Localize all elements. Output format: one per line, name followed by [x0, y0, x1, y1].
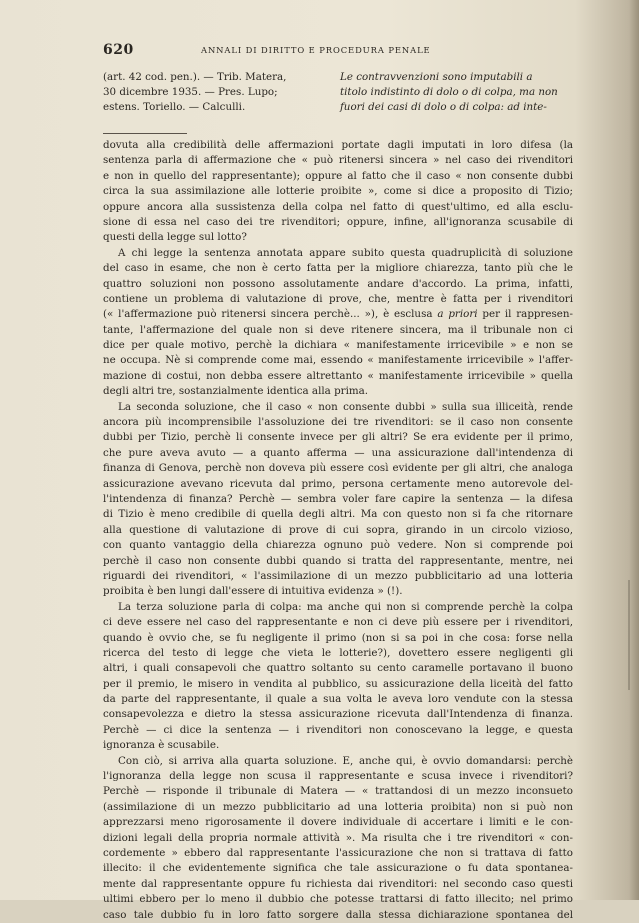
body-line: ignoranza è scusabile.	[103, 739, 220, 752]
body-text	[103, 138, 573, 923]
body-line: finanza di Genova, perchè non doveva più essere così evidente per gli altri, che analoga	[103, 462, 573, 475]
running-title: ANNALI DI DIRITTO E PROCEDURA PENALE	[201, 45, 431, 55]
maxim-line: fuori dei casi di dolo o di colpa: ad inte-	[340, 101, 547, 114]
body-line: dubbi per Tizio, perchè li consente invece per gli altri? Se era evidente per il primo,	[103, 431, 573, 444]
case-citation	[103, 70, 329, 116]
body-line: Con ciò, si arriva alla quarta soluzione. E, anche qui, è ovvio domandarsi: perchè	[118, 754, 573, 767]
body-line: apprezzarsi meno rigorosamente il dovere individuale di accertare i limiti e le con-	[103, 816, 573, 829]
body-line: che pure aveva avuto — a quanto afferma — una assicurazione dall'intendenza di	[103, 446, 573, 459]
body-line: (assimilazione di un mezzo pubblicitario ad una lotteria proibita) non si può non	[103, 800, 573, 813]
body-line: caso tale dubbio fu in loro fatto sorgere dalla stessa dichiarazione spontanea del	[103, 908, 573, 921]
body-line: dovuta alla credibilità delle affermazioni portate dagli imputati in loro difesa (la	[103, 139, 573, 151]
body-line: sentenza parla di affermazione che « può ritenersi sincera » nel caso dei rivenditori	[103, 154, 573, 167]
body-line: degli altri tre, sostanzialmente identica alla prima.	[103, 385, 369, 398]
body-line: ancora più incomprensibile l'assoluzione dei tre rivenditori: se il caso non consente	[103, 416, 573, 429]
body-line: Perchè — ci dice la sentenza — i rivenditori non conoscevano la legge, e questa	[103, 723, 573, 736]
section-rule	[103, 133, 187, 134]
body-line: cordemente » ebbero dal rappresentante l'assicurazione che non si trattava di fatto	[103, 846, 573, 859]
body-line: mazione di costui, non debba essere altrettanto « manifestamente irricevibile » quella	[103, 369, 573, 382]
body-line: quando è ovvio che, se fu negligente il primo (non si sa poi in che cosa: forse nella	[103, 631, 573, 644]
body-line: proibita è ben lungi dall'essere di intuitiva evidenza » (!).	[103, 585, 403, 598]
page-edge-shadow	[629, 0, 639, 900]
body-line: perchè il caso non consente dubbi quando si tratta del rappresentante, mentre, nei	[103, 554, 573, 567]
body-line: illecito: il che evidentemente significa che tale assicurazione o fu data spontanea-	[103, 862, 573, 875]
body-line: con quanto vantaggio della chiarezza ognuno può vedere. Non si comprende poi	[103, 539, 573, 552]
body-line: da parte del rappresentante, il quale a sua volta le aveva loro vendute con la stessa	[103, 693, 573, 706]
body-line: dizioni legali della propria normale attività ». Ma risulta che i tre rivenditori « con-	[103, 831, 573, 844]
citation-line: estens. Toriello. — Calculli.	[103, 101, 246, 114]
page-header	[103, 42, 589, 60]
body-line: ne occupa. Nè si comprende come mai, essendo « manifestamente irricevibile » l'affer-	[103, 354, 573, 367]
body-line: sione di essa nel caso dei tre rivenditori; oppure, infine, all'ignoranza scusabile di	[103, 215, 573, 228]
body-line: quattro soluzioni non possono assolutamente andare d'accordo. La prima, infatti,	[103, 277, 573, 290]
body-line: dice per quale motivo, perchè la dichiara « manifestamente irricevibile » e non se	[103, 339, 573, 352]
body-line: per il premio, le misero in vendita al pubblico, su assicurazione della liceità del fatto	[103, 677, 573, 690]
body-line: riguardi dei rivenditori, « l'assimilazione di un mezzo pubblicitario ad una lotteria	[103, 569, 573, 582]
citation-line: 30 dicembre 1935. — Pres. Lupo;	[103, 86, 278, 99]
body-line: alla questione di valutazione di prove di cui sopra, girando in un circolo vizioso,	[103, 523, 573, 536]
body-line: contiene un problema di valutazione di prove, che, mentre è fatta per i rivenditori	[103, 292, 573, 305]
body-line: ci deve essere nel caso del rappresentante e non ci deve più essere per i rivenditori,	[103, 616, 573, 629]
body-line: ricerca del testo di legge che vieta le lotterie?), dovettero essere negligenti gli	[103, 646, 573, 659]
body-line: di Tizio è meno credibile di quella degli altri. Ma con questo non si fa che ritornare	[103, 508, 573, 521]
body-line: tante, l'affermazione del quale non si deve ritenere sincera, ma il tribunale non ci	[103, 323, 573, 336]
page-number: 620	[103, 42, 134, 58]
body-line: l'ignoranza della legge non scusa il rappresentante e scusa invece i rivenditori?	[103, 770, 573, 783]
body-line: altri, i quali consapevoli che quattro soltanto su cento caramelle portavano il buono	[103, 662, 573, 675]
body-line: oppure ancora alla sussistenza della colpa nel fatto di quest'ultimo, ed alla esclu-	[103, 200, 573, 213]
body-line: del caso in esame, che non è certo fatta per la migliore chiarezza, tanto più che le	[103, 262, 573, 275]
maxim-line: titolo indistinto di dolo o di colpa, ma non	[340, 86, 558, 99]
margin-mark	[628, 580, 630, 690]
body-line: e non in quello del rappresentante); oppure al fatto che il caso « non consente dubbi	[103, 169, 573, 182]
body-line: mente dal rappresentante oppure fu richiesta dai rivenditori: nel secondo caso questi	[103, 877, 573, 890]
body-line: A chi legge la sentenza annotata appare subito questa quadruplicità di soluzione	[118, 246, 573, 259]
case-maxim	[340, 70, 572, 116]
body-line: ultimi ebbero per lo meno il dubbio che potesse trattarsi di fatto illecito; nel primo	[103, 893, 573, 906]
body-line: questi della legge sul lotto?	[103, 231, 247, 244]
body-line: circa la sua assimilazione alle lotterie proibite », come si dice a proposito di Tizio;	[103, 185, 573, 198]
citation-line: (art. 42 cod. pen.). — Trib. Matera,	[103, 71, 287, 83]
body-line: (« l'affermazione può ritenersi sincera perchè... »), è esclusa a priori per il rappresen-	[103, 308, 574, 321]
body-line: l'intendenza di finanza? Perchè — sembra voler fare capire la sentenza — la difesa	[103, 492, 573, 505]
body-line: consapevolezza e dietro la stessa assicurazione ricevuta dall'Intendenza di finanza.	[103, 708, 573, 721]
body-line: La seconda soluzione, che il caso « non consente dubbi » sulla sua illiceità, rende	[118, 400, 573, 413]
body-line: assicurazione avevano ricevuta dal primo, persona certamente meno autorevole del-	[103, 477, 573, 490]
maxim-line: Le contravvenzioni sono imputabili a	[340, 71, 533, 83]
body-line: Perchè — risponde il tribunale di Matera — « trattandosi di un mezzo inconsueto	[103, 785, 573, 798]
body-line: La terza soluzione parla di colpa: ma anche qui non si comprende perchè la colpa	[118, 600, 573, 613]
